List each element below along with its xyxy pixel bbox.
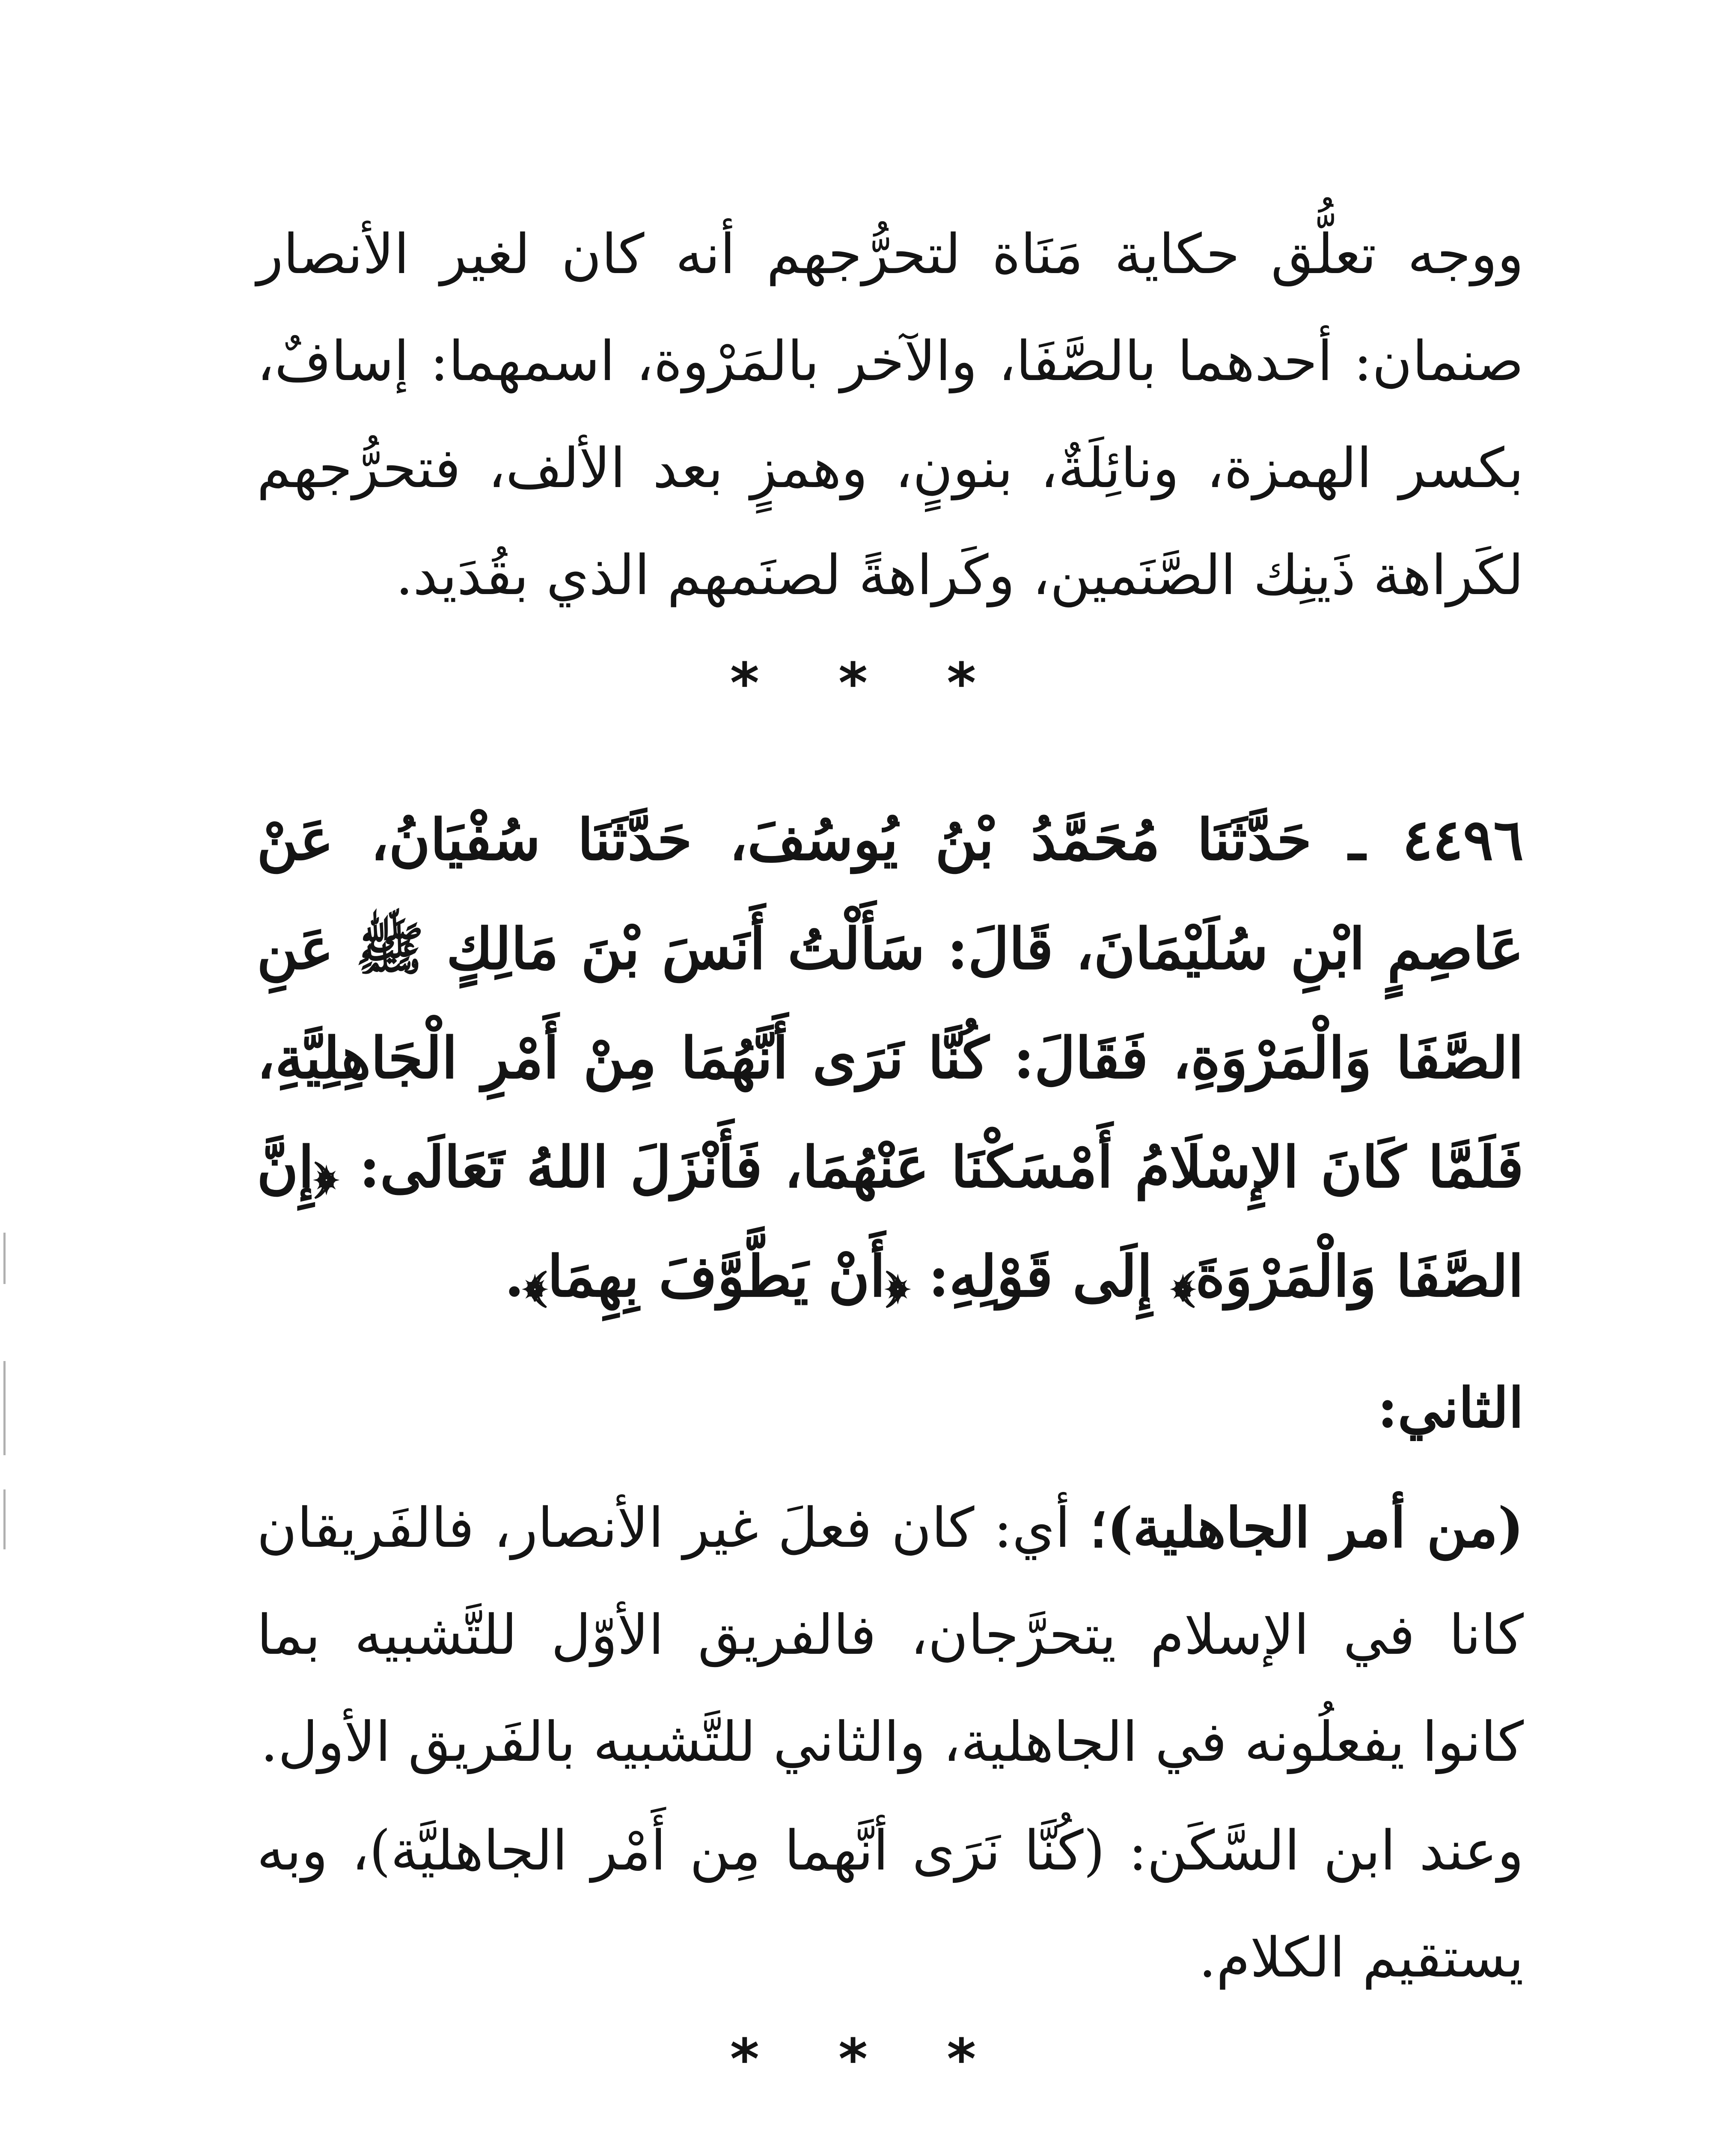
ibn-sakan-paragraph: وعند ابن السَّكَن: (كُنَّا نَرَى أنَّهما مِن أَمْر الجاهليَّة)، وبه يستقيم الكلام. [257,1819,1524,1990]
scan-edge-mark [3,1361,6,1455]
commentary-quote: (من أمر الجاهلية)؛ [1089,1496,1524,1560]
hadith-4496-paragraph: ٤٤٩٦ ـ حَدَّثَنَا مُحَمَّدُ بْنُ يُوسُفَ، حَدَّثَنَا سُفْيَانُ، عَنْ عَاصِمٍ ابْنِ سُلَيْمَانَ، قَالَ: سَأَلْتُ أَنَسَ بْنَ مَالِكٍ ﷺ عَنِ الصَّفَا وَالْمَرْوَةِ، فَقَالَ: كُنَّا نَرَى أَنَّهُمَا مِنْ أَمْرِ الْجَاهِلِيَّةِ، فَلَمَّا كَانَ الإِسْلَامُ أَمْسَكْنَا عَنْهُمَا، فَأَنْزَلَ اللهُ تَعَالَى: ﴿إِنَّ الصَّفَا وَالْمَرْوَةَ﴾ إِلَى قَوْلِهِ: ﴿أَنْ يَطَّوَّفَ بِهِمَا﴾. [257,807,1524,1310]
commentary-text: أي: كان فعلَ غير الأنصار، فالفَريقان كانا في الإسلام يتحرَّجان، فالفريق الأوّل للتَّشبيه بما كانوا يفعلُونه في الجاهلية، والثاني للتَّشبيه بالفَريق الأول. [257,1496,1524,1774]
second-heading: الثاني: [1377,1376,1524,1440]
commentary-paragraph [257,1474,1524,1796]
section-separator-top: * * * [730,651,1006,716]
section-separator-bottom: * * * [730,2027,1006,2092]
scan-edge-mark [3,1489,6,1549]
intro-paragraph: ووجه تعلُّق حكاية مَنَاة لتحرُّجهم أنه كان لغير الأنصار صنمان: أحدهما بالصَّفَا، والآخر بالمَرْوة، اسمهما: إسافٌ، بكسر الهمزة، ونائِلَةٌ، بنونٍ، وهمزٍ بعد الألف، فتحرُّجهم لكَراهة ذَينِك الصَّنَمين، وكَراهةً لصنَمهم الذي بقُدَيد. [257,223,1524,607]
scan-edge-mark [3,1233,6,1284]
